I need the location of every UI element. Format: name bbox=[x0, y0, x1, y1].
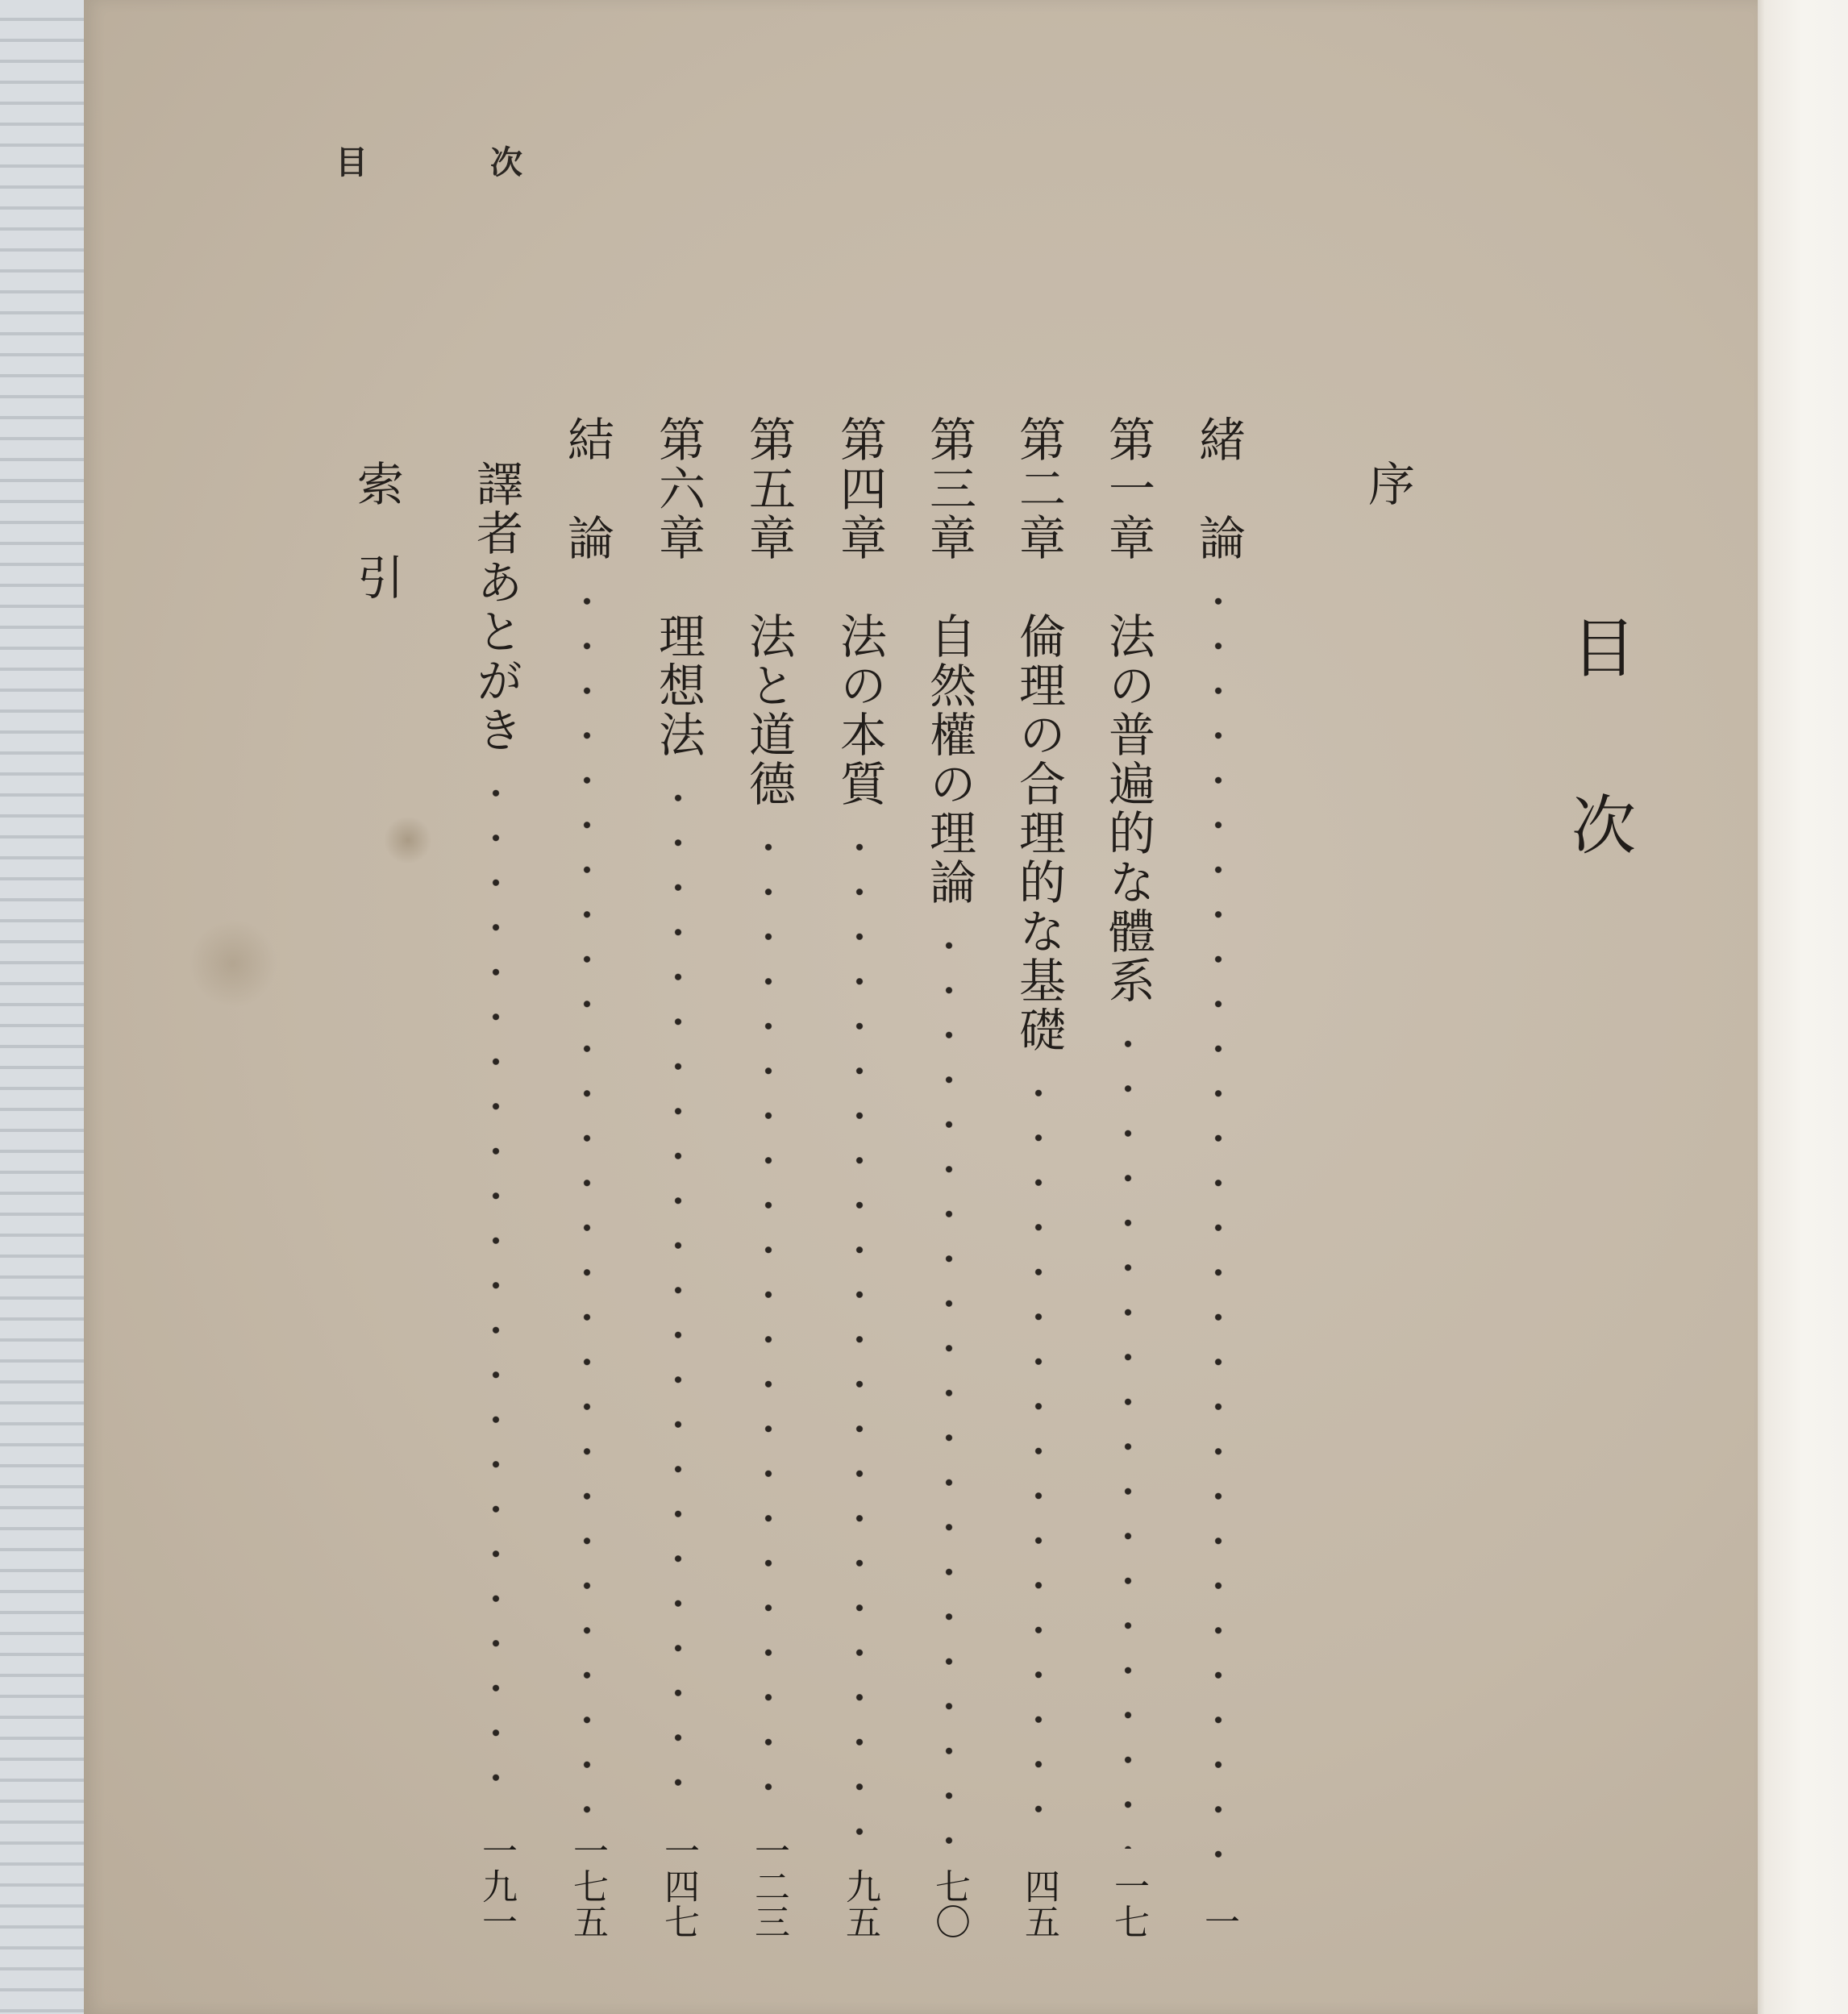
dot-leader bbox=[1124, 1022, 1132, 1849]
toc-entry[interactable] bbox=[739, 415, 798, 1939]
preface-label: 序 bbox=[1360, 460, 1415, 506]
running-head-right: 次 bbox=[490, 144, 522, 181]
toc-entry-label: 緒 論 bbox=[1191, 415, 1246, 563]
toc-entry-page: 一 bbox=[1198, 1904, 1239, 1939]
toc-entry-label: 第六章 理想法 bbox=[651, 415, 705, 759]
toc-entry[interactable] bbox=[466, 460, 526, 1939]
toc-entry-label: 譯者あとがき bbox=[468, 460, 523, 755]
toc-entry[interactable] bbox=[557, 415, 617, 1939]
running-head-left: 目 bbox=[335, 144, 368, 181]
toc-entry[interactable] bbox=[1188, 415, 1248, 1939]
toc-entry[interactable] bbox=[1009, 415, 1068, 1939]
toc-entry-page: 七〇 bbox=[929, 1868, 970, 1939]
book-page bbox=[84, 0, 1758, 2014]
toc-entry-label: 第四章 法の本質 bbox=[832, 415, 887, 809]
dot-leader bbox=[945, 923, 953, 1849]
page-title-char-1: 目 bbox=[1571, 611, 1636, 686]
toc-entry-page: 一四七 bbox=[658, 1833, 699, 1939]
index-label[interactable]: 索 引 bbox=[349, 460, 404, 600]
toc-entry[interactable] bbox=[1098, 415, 1158, 1939]
toc-entry-page: 九五 bbox=[839, 1868, 880, 1939]
toc-entry-page: 一七五 bbox=[567, 1833, 608, 1939]
dot-leader bbox=[583, 579, 591, 1813]
dot-leader bbox=[764, 825, 772, 1813]
toc-entry-label: 結 論 bbox=[560, 415, 614, 563]
dot-leader bbox=[674, 776, 682, 1813]
toc-entry-label: 第三章 自然權の理論 bbox=[922, 415, 976, 907]
toc-entry-page: 一七 bbox=[1108, 1868, 1149, 1939]
toc-entry-page: 四五 bbox=[1018, 1868, 1059, 1939]
background-left bbox=[0, 0, 90, 2014]
page-title-char-2: 次 bbox=[1571, 789, 1636, 863]
dot-leader bbox=[855, 825, 864, 1849]
toc-entry-label: 第五章 法と道德 bbox=[741, 415, 796, 809]
toc-entry[interactable] bbox=[830, 415, 889, 1939]
toc-entry[interactable] bbox=[919, 415, 979, 1939]
dot-leader bbox=[1034, 1071, 1043, 1849]
toc-entry-label: 第一章 法の普遍的な體系 bbox=[1101, 415, 1155, 1005]
dot-leader bbox=[1214, 579, 1222, 1884]
next-page-edge bbox=[1754, 0, 1848, 2014]
toc-entry[interactable] bbox=[648, 415, 708, 1939]
toc-entry-page: 一九一 bbox=[476, 1833, 517, 1939]
stain bbox=[384, 816, 432, 864]
toc-entry-label: 第二章 倫理の合理的な基礎 bbox=[1011, 415, 1066, 1055]
dot-leader bbox=[492, 771, 500, 1813]
stain bbox=[189, 919, 277, 1008]
toc-entry-page: 一二三 bbox=[748, 1833, 789, 1939]
